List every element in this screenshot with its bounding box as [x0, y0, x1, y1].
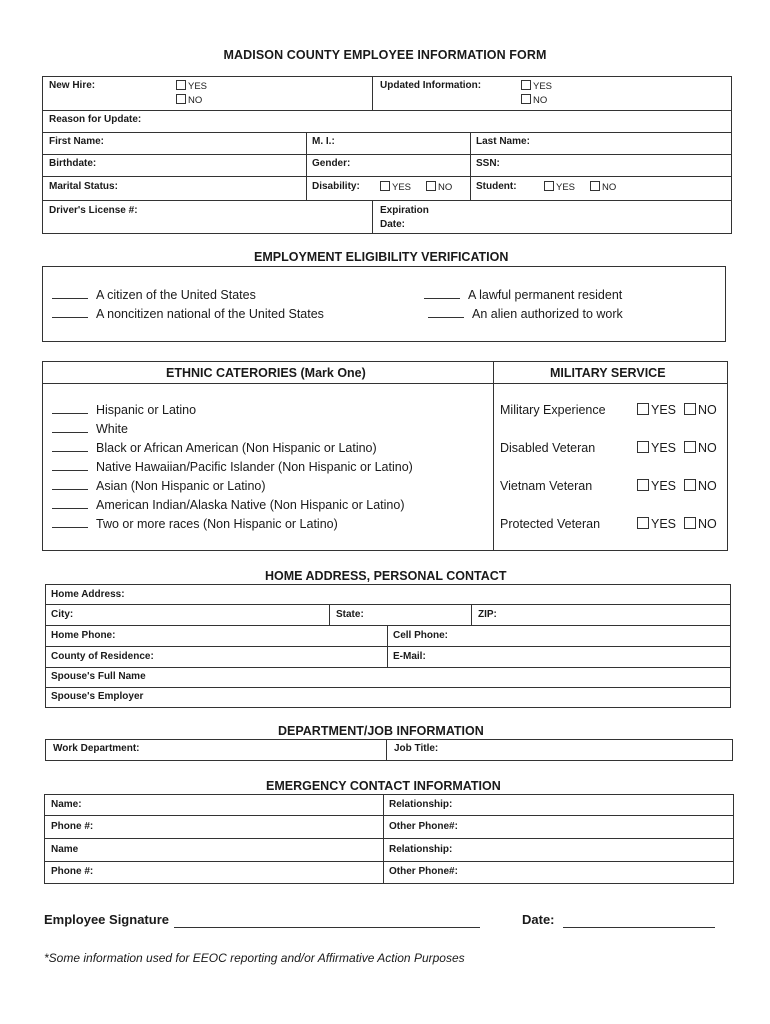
emergency-other-phone-1-label: Other Phone#:	[389, 821, 458, 832]
home-section-title: HOME ADDRESS, PERSONAL CONTACT	[265, 569, 507, 583]
disability-yes-checkbox[interactable]: YES	[380, 181, 411, 193]
zip-label: ZIP:	[478, 609, 497, 620]
date-label: Date:	[522, 912, 555, 927]
military-experience-label: Military Experience	[500, 403, 606, 417]
job-title-label: Job Title:	[394, 743, 439, 754]
protected-veteran-yes[interactable]: YES	[637, 517, 676, 531]
work-department-label: Work Department:	[53, 743, 140, 754]
reason-for-update-label: Reason for Update:	[49, 114, 142, 125]
new-hire-no-checkbox[interactable]: NO	[176, 94, 202, 106]
birthdate-label: Birthdate:	[49, 158, 97, 169]
ethnic-option-pacific-islander[interactable]: Native Hawaiian/Pacific Islander (Non Hispanic or Latino)	[52, 460, 413, 474]
emergency-relationship-1-label: Relationship:	[389, 799, 453, 810]
form-title: MADISON COUNTY EMPLOYEE INFORMATION FORM	[223, 48, 547, 62]
city-label: City:	[51, 609, 74, 620]
signature-line[interactable]	[174, 927, 480, 928]
ethnic-option-two-or-more[interactable]: Two or more races (Non Hispanic or Latino)	[52, 517, 338, 531]
eligibility-section-title: EMPLOYMENT ELIGIBILITY VERIFICATION	[254, 250, 509, 264]
new-hire-yes-checkbox[interactable]: YES	[176, 80, 207, 92]
updated-info-label: Updated Information:	[380, 80, 482, 91]
military-experience-no[interactable]: NO	[684, 403, 717, 417]
employee-signature-label: Employee Signature	[44, 912, 169, 927]
drivers-license-label: Driver's License #:	[49, 205, 138, 216]
disabled-veteran-yes[interactable]: YES	[637, 441, 676, 455]
emergency-phone-2-label: Phone #:	[51, 866, 94, 877]
vietnam-veteran-label: Vietnam Veteran	[500, 479, 593, 493]
department-section-title: DEPARTMENT/JOB INFORMATION	[278, 724, 484, 738]
noncitizen-option[interactable]: A noncitizen national of the United States	[52, 307, 324, 321]
footnote: *Some information used for EEOC reporting and/or Affirmative Action Purposes	[44, 951, 465, 965]
military-section-title: MILITARY SERVICE	[550, 366, 666, 380]
vietnam-veteran-yes[interactable]: YES	[637, 479, 676, 493]
emergency-name-2-label: Name	[51, 844, 79, 855]
cell-phone-label: Cell Phone:	[393, 630, 449, 641]
updated-info-no-checkbox[interactable]: NO	[521, 94, 547, 106]
department-box	[45, 739, 733, 761]
citizen-option[interactable]: A citizen of the United States	[52, 288, 256, 302]
ethnic-section-title: ETHNIC CATERORIES (Mark One)	[166, 366, 366, 380]
ethnic-option-white[interactable]: White	[52, 422, 128, 436]
spouse-employer-label: Spouse's Employer	[51, 691, 144, 702]
emergency-name-1-label: Name:	[51, 799, 82, 810]
student-yes-checkbox[interactable]: YES	[544, 181, 575, 193]
updated-info-yes-checkbox[interactable]: YES	[521, 80, 552, 92]
disabled-veteran-no[interactable]: NO	[684, 441, 717, 455]
home-phone-label: Home Phone:	[51, 630, 116, 641]
first-name-label: First Name:	[49, 136, 105, 147]
emergency-phone-1-label: Phone #:	[51, 821, 94, 832]
disabled-veteran-label: Disabled Veteran	[500, 441, 596, 455]
student-no-checkbox[interactable]: NO	[590, 181, 616, 193]
emergency-other-phone-2-label: Other Phone#:	[389, 866, 458, 877]
expiration-label: Expiration	[380, 205, 429, 216]
ethnic-option-american-indian[interactable]: American Indian/Alaska Native (Non Hispanic or Latino)	[52, 498, 404, 512]
gender-label: Gender:	[312, 158, 351, 169]
spouse-name-label: Spouse's Full Name	[51, 671, 146, 682]
new-hire-label: New Hire:	[49, 80, 96, 91]
ethnic-option-black[interactable]: Black or African American (Non Hispanic or Latino)	[52, 441, 377, 455]
state-label: State:	[336, 609, 364, 620]
disability-no-checkbox[interactable]: NO	[426, 181, 452, 193]
county-label: County of Residence:	[51, 651, 154, 662]
marital-status-label: Marital Status:	[49, 181, 118, 192]
alien-authorized-option[interactable]: An alien authorized to work	[428, 307, 623, 321]
emergency-section-title: EMERGENCY CONTACT INFORMATION	[266, 779, 501, 793]
vietnam-veteran-no[interactable]: NO	[684, 479, 717, 493]
date-line[interactable]	[563, 927, 715, 928]
ethnic-option-asian[interactable]: Asian (Non Hispanic or Latino)	[52, 479, 266, 493]
emergency-relationship-2-label: Relationship:	[389, 844, 453, 855]
permanent-resident-option[interactable]: A lawful permanent resident	[424, 288, 622, 302]
disability-label: Disability:	[312, 181, 360, 192]
ethnic-option-hispanic[interactable]: Hispanic or Latino	[52, 403, 196, 417]
eligibility-box	[42, 266, 726, 342]
military-experience-yes[interactable]: YES	[637, 403, 676, 417]
student-label: Student:	[476, 181, 517, 192]
ssn-label: SSN:	[476, 158, 500, 169]
protected-veteran-label: Protected Veteran	[500, 517, 601, 531]
home-address-label: Home Address:	[51, 589, 125, 600]
email-label: E-Mail:	[393, 651, 426, 662]
last-name-label: Last Name:	[476, 136, 530, 147]
protected-veteran-no[interactable]: NO	[684, 517, 717, 531]
expiration-date-label: Date:	[380, 219, 406, 230]
middle-initial-label: M. I.:	[312, 136, 335, 147]
